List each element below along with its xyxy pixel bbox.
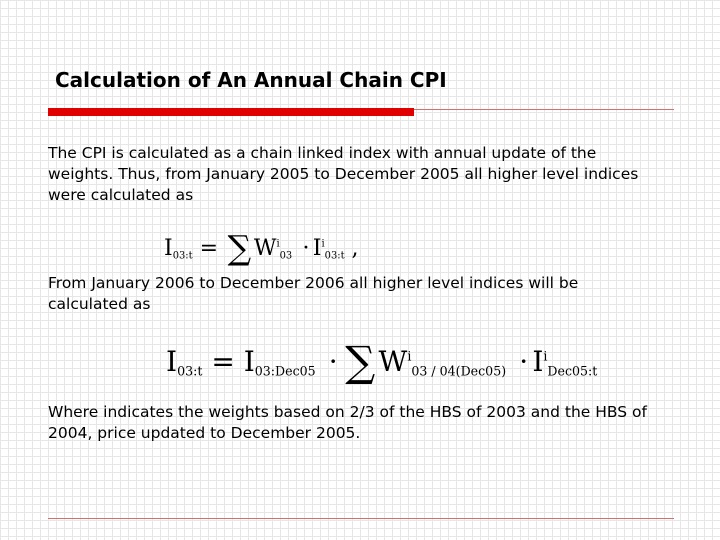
formula1-w: W bbox=[253, 236, 277, 262]
formula2-w-sup: i bbox=[407, 348, 412, 364]
formula-2006 bbox=[166, 337, 597, 386]
formula1-i-sub: 03:t bbox=[324, 250, 345, 262]
formula-2005 bbox=[164, 228, 359, 267]
formula1-w-sup: i bbox=[276, 238, 280, 250]
formula2-dot-2: · bbox=[519, 344, 529, 378]
formula2-dot-1: · bbox=[328, 344, 338, 378]
formula1-dot: · bbox=[302, 236, 310, 262]
formula2-i2-sup: i bbox=[543, 348, 548, 364]
formula2-i1-sub: 03:Dec05 bbox=[254, 363, 316, 379]
formula2-lhs: I bbox=[166, 344, 178, 378]
formula1-lhs: I bbox=[164, 236, 173, 262]
title-underline-thin bbox=[414, 109, 674, 110]
formula1-tail: , bbox=[351, 236, 359, 262]
formula2-sum-symbol: ∑ bbox=[345, 337, 376, 386]
bottom-rule bbox=[48, 518, 674, 519]
slide-title: Calculation of An Annual Chain CPI bbox=[55, 68, 447, 92]
formula1-lhs-sub: 03:t bbox=[172, 250, 193, 262]
formula2-lhs-sub: 03:t bbox=[177, 363, 203, 379]
paragraph-chain-index: The CPI is calculated as a chain linked index with annual update of the weights. Thus, from January 2005 to December 2005 all higher level indices were calculated as bbox=[48, 144, 639, 204]
formula1-i-sup: i bbox=[321, 238, 325, 250]
formula1-i: I bbox=[312, 236, 322, 262]
paragraph-weights: Where indicates the weights based on 2/3 of the HBS of 2003 and the HBS of 2004, price updated to December 2005. bbox=[48, 403, 647, 442]
formula2-equals: = bbox=[211, 344, 235, 378]
formula1-equals: = bbox=[199, 236, 219, 262]
paragraph-2006: From January 2006 to December 2006 all higher level indices will be calculated as bbox=[48, 274, 579, 313]
formula2-i2: I bbox=[532, 344, 544, 378]
formula2-w: W bbox=[378, 344, 408, 378]
formula2-w-sub: 03 / 04(Dec05) bbox=[411, 363, 507, 379]
title-underline-thick bbox=[48, 108, 414, 116]
formula2-i2-sub: Dec05:t bbox=[547, 363, 598, 379]
formula1-sum-symbol: ∑ bbox=[227, 228, 252, 267]
formula1-w-sub: 03 bbox=[279, 250, 293, 262]
formula2-i1: I bbox=[243, 344, 255, 378]
